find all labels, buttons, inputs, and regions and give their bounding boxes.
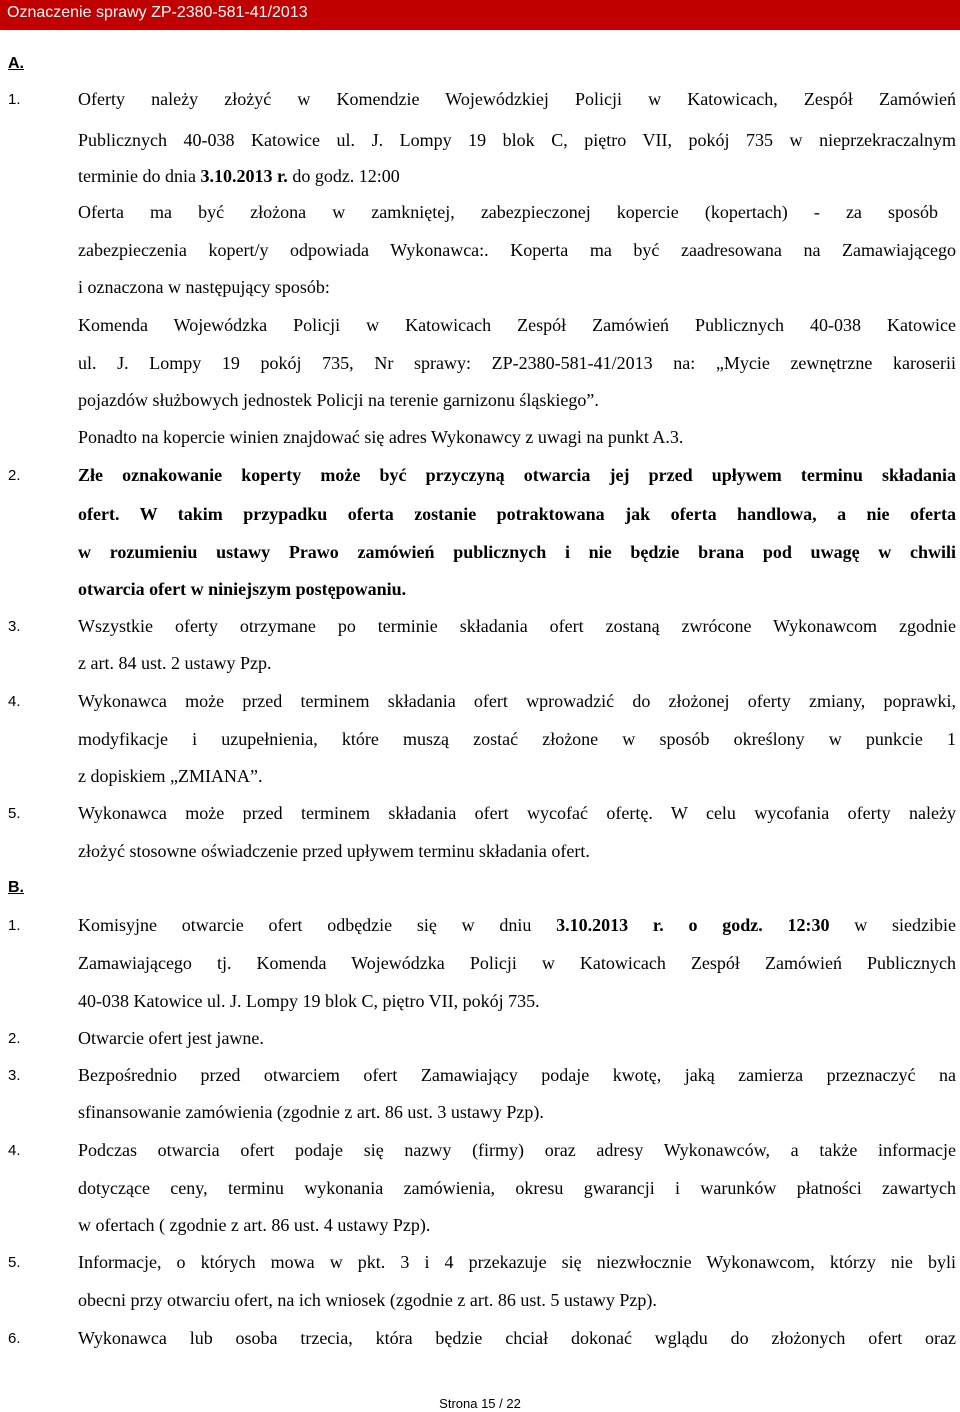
item-a2-line: Złe oznakowanie koperty może być przyczyną otwarcia jej przed upływem terminu składania (78, 465, 956, 485)
item-a1-line: Ponadto na kopercie winien znajdować się adres Wykonawcy z uwagi na punkt A.3. (78, 427, 684, 447)
section-b-label: B. (8, 879, 24, 896)
item-a4-line: z dopiskiem „ZMIANA”. (78, 766, 263, 786)
item-a2-number: 2. (8, 467, 21, 484)
item-a1-line: Publicznych 40-038 Katowice ul. J. Lompy 19 blok C, piętro VII, pokój 735 w nieprzekraczalnym (78, 130, 956, 150)
item-b4-line: w ofertach ( zgodnie z art. 86 ust. 4 ustawy Pzp). (78, 1215, 431, 1235)
item-b4-line: Podczas otwarcia ofert podaje się nazwy (firmy) oraz adresy Wykonawców, a także informacje (78, 1140, 956, 1160)
item-b5-number: 5. (8, 1254, 21, 1271)
item-b5-line: obecni przy otwarciu ofert, na ich wniosek (zgodnie z art. 86 ust. 5 ustawy Pzp). (78, 1290, 657, 1310)
item-a2-line: ofert. W takim przypadku oferta zostanie potraktowana jak oferta handlowa, a nie oferta (78, 504, 956, 524)
item-a4-line: Wykonawca może przed terminem składania ofert wprowadzić do złożonej oferty zmiany, poprawki, (78, 691, 956, 711)
item-a1-line: ul. J. Lompy 19 pokój 735, Nr sprawy: ZP-2380-581-41/2013 na: „Mycie zewnętrzne karoserii (78, 353, 956, 373)
item-a3-line: z art. 84 ust. 2 ustawy Pzp. (78, 653, 272, 673)
item-a1-line: Oferty należy złożyć w Komendzie Wojewódzkiej Policji w Katowicach, Zespół Zamówień (78, 89, 956, 109)
item-b2-line: Otwarcie ofert jest jawne. (78, 1028, 264, 1048)
section-a-label: A. (8, 55, 24, 72)
item-b2-number: 2. (8, 1030, 21, 1047)
item-a1-line: terminie do dnia 3.10.2013 r. do godz. 12:00 (78, 166, 400, 186)
item-b3-line: Bezpośrednio przed otwarciem ofert Zamawiający podaje kwotę, jaką zamierza przeznaczyć na (78, 1065, 956, 1085)
item-a4-number: 4. (8, 693, 21, 710)
item-a1-line: Oferta ma być złożona w zamkniętej, zabezpieczonej kopercie (kopertach) - za sposób (78, 202, 938, 222)
item-b6-number: 6. (8, 1330, 21, 1347)
item-b4-line: dotyczące ceny, terminu wykonania zamówienia, okresu gwarancji i warunków płatności zawartych (78, 1178, 956, 1198)
item-a1-line: Komenda Wojewódzka Policji w Katowicach Zespół Zamówień Publicznych 40-038 Katowice (78, 315, 956, 335)
item-a1-line: i oznaczona w następujący sposób: (78, 277, 330, 297)
item-b1-number: 1. (8, 917, 21, 934)
item-a1-number: 1. (8, 91, 21, 108)
item-a5-line: Wykonawca może przed terminem składania ofert wycofać ofertę. W celu wycofania oferty należy (78, 803, 956, 823)
item-b1-line: Komisyjne otwarcie ofert odbędzie się w dniu 3.10.2013 r. o godz. 12:30 w siedzibie (78, 915, 956, 935)
item-a4-line: modyfikacje i uzupełnienia, które muszą zostać złożone w sposób określony w punkcie 1 (78, 729, 956, 749)
page-number: Strona 15 / 22 (439, 1396, 521, 1411)
item-b3-number: 3. (8, 1067, 21, 1084)
item-b6-line: Wykonawca lub osoba trzecia, która będzie chciał dokonać wglądu do złożonych ofert oraz (78, 1328, 956, 1348)
item-a2-line: otwarcia ofert w niniejszym postępowaniu. (78, 579, 407, 599)
item-a5-number: 5. (8, 805, 21, 822)
item-b3-line: sfinansowanie zamówienia (zgodnie z art. 86 ust. 3 ustawy Pzp). (78, 1102, 544, 1122)
document-header (0, 0, 960, 30)
case-reference: Oznaczenie sprawy ZP-2380-581-41/2013 (7, 4, 308, 21)
item-b4-number: 4. (8, 1142, 21, 1159)
item-b1-line: Zamawiającego tj. Komenda Wojewódzka Policji w Katowicach Zespół Zamówień Publicznych (78, 953, 956, 973)
deadline-date: 3.10.2013 r. (200, 166, 288, 186)
item-a5-line: złożyć stosowne oświadczenie przed upływem terminu składania ofert. (78, 841, 590, 861)
item-b1-line: 40-038 Katowice ul. J. Lompy 19 blok C, piętro VII, pokój 735. (78, 991, 540, 1011)
item-a3-line: Wszystkie oferty otrzymane po terminie składania ofert zostaną zwrócone Wykonawcom zgodnie (78, 616, 956, 636)
item-b5-line: Informacje, o których mowa w pkt. 3 i 4 przekazuje się niezwłocznie Wykonawcom, którzy nie byli (78, 1252, 956, 1272)
item-a1-line: zabezpieczenia kopert/y odpowiada Wykonawca:. Koperta ma być zaadresowana na Zamawiającego (78, 240, 956, 260)
item-a3-number: 3. (8, 618, 21, 635)
opening-datetime: 3.10.2013 r. o godz. 12:30 (556, 915, 830, 935)
item-a1-line: pojazdów służbowych jednostek Policji na terenie garnizonu śląskiego”. (78, 390, 599, 410)
item-a2-line: w rozumieniu ustawy Prawo zamówień publicznych i nie będzie brana pod uwagę w chwili (78, 542, 956, 562)
